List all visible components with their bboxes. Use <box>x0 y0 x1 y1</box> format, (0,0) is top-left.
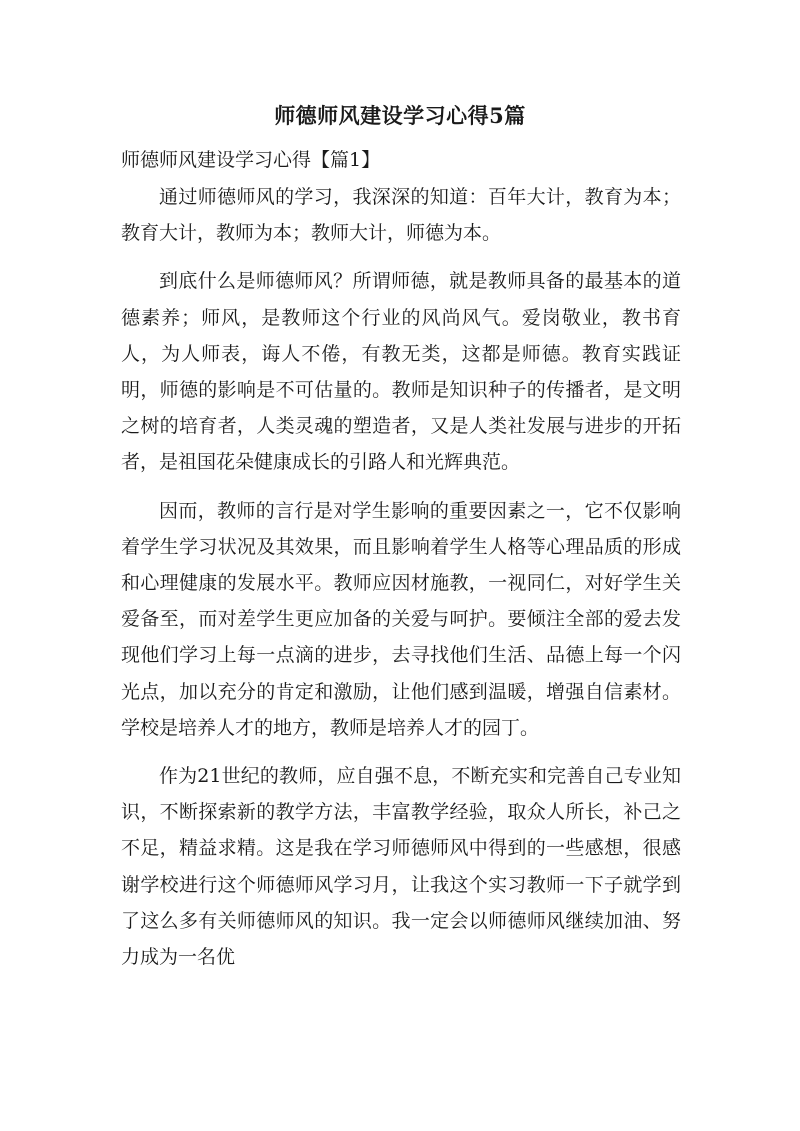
document-title: 师德师风建设学习心得5篇 <box>274 103 526 128</box>
paragraph-1: 通过师德师风的学习，我深深的知道：百年大计，教育为本；教育大计，教师为本；教师大计，师德为本。 <box>121 186 681 245</box>
paragraph-4: 作为21世纪的教师，应自强不息，不断充实和完善自己专业知识，不断探索新的教学方法，丰富教学经验，取众人所长，补己之不足，精益求精。这是我在学习师德师风中得到的一些感想，很感谢学校进行这个师德师风学习月，让我这个实习教师一下子就学到了这么多有关师德师风的知识。我一定会以师德师风继续加油、努力成为一名优 <box>121 765 681 969</box>
paragraph-2: 到底什么是师德师风？所谓师德，就是教师具备的最基本的道德素养；师风，是教师这个行业的风尚风气。爱岗敬业，教书育人，为人师表，诲人不倦，有教无类，这都是师德。教育实践证明，师德的影响是不可估量的。教师是知识种子的传播者，是文明之树的培育者，人类灵魂的塑造者，又是人类社发展与进步的开拓者，是祖国花朵健康成长的引路人和光辉典范。 <box>121 270 681 474</box>
section-heading: 师德师风建设学习心得【篇1】 <box>121 149 381 171</box>
document-body <box>121 179 681 987</box>
paragraph-3: 因而，教师的言行是对学生影响的重要因素之一，它不仅影响着学生学习状况及其效果，而且影响着学生人格等心理品质的形成和心理健康的发展水平。教师应因材施教，一视同仁，对好学生关爱备至，而对差学生更应加备的关爱与呵护。要倾注全部的爱去发现他们学习上每一点滴的进步，去寻找他们生活、品德上每一个闪光点，加以充分的肯定和激励，让他们感到温暖，增强自信素材。学校是培养人才的地方，教师是培养人才的园丁。 <box>121 499 681 739</box>
